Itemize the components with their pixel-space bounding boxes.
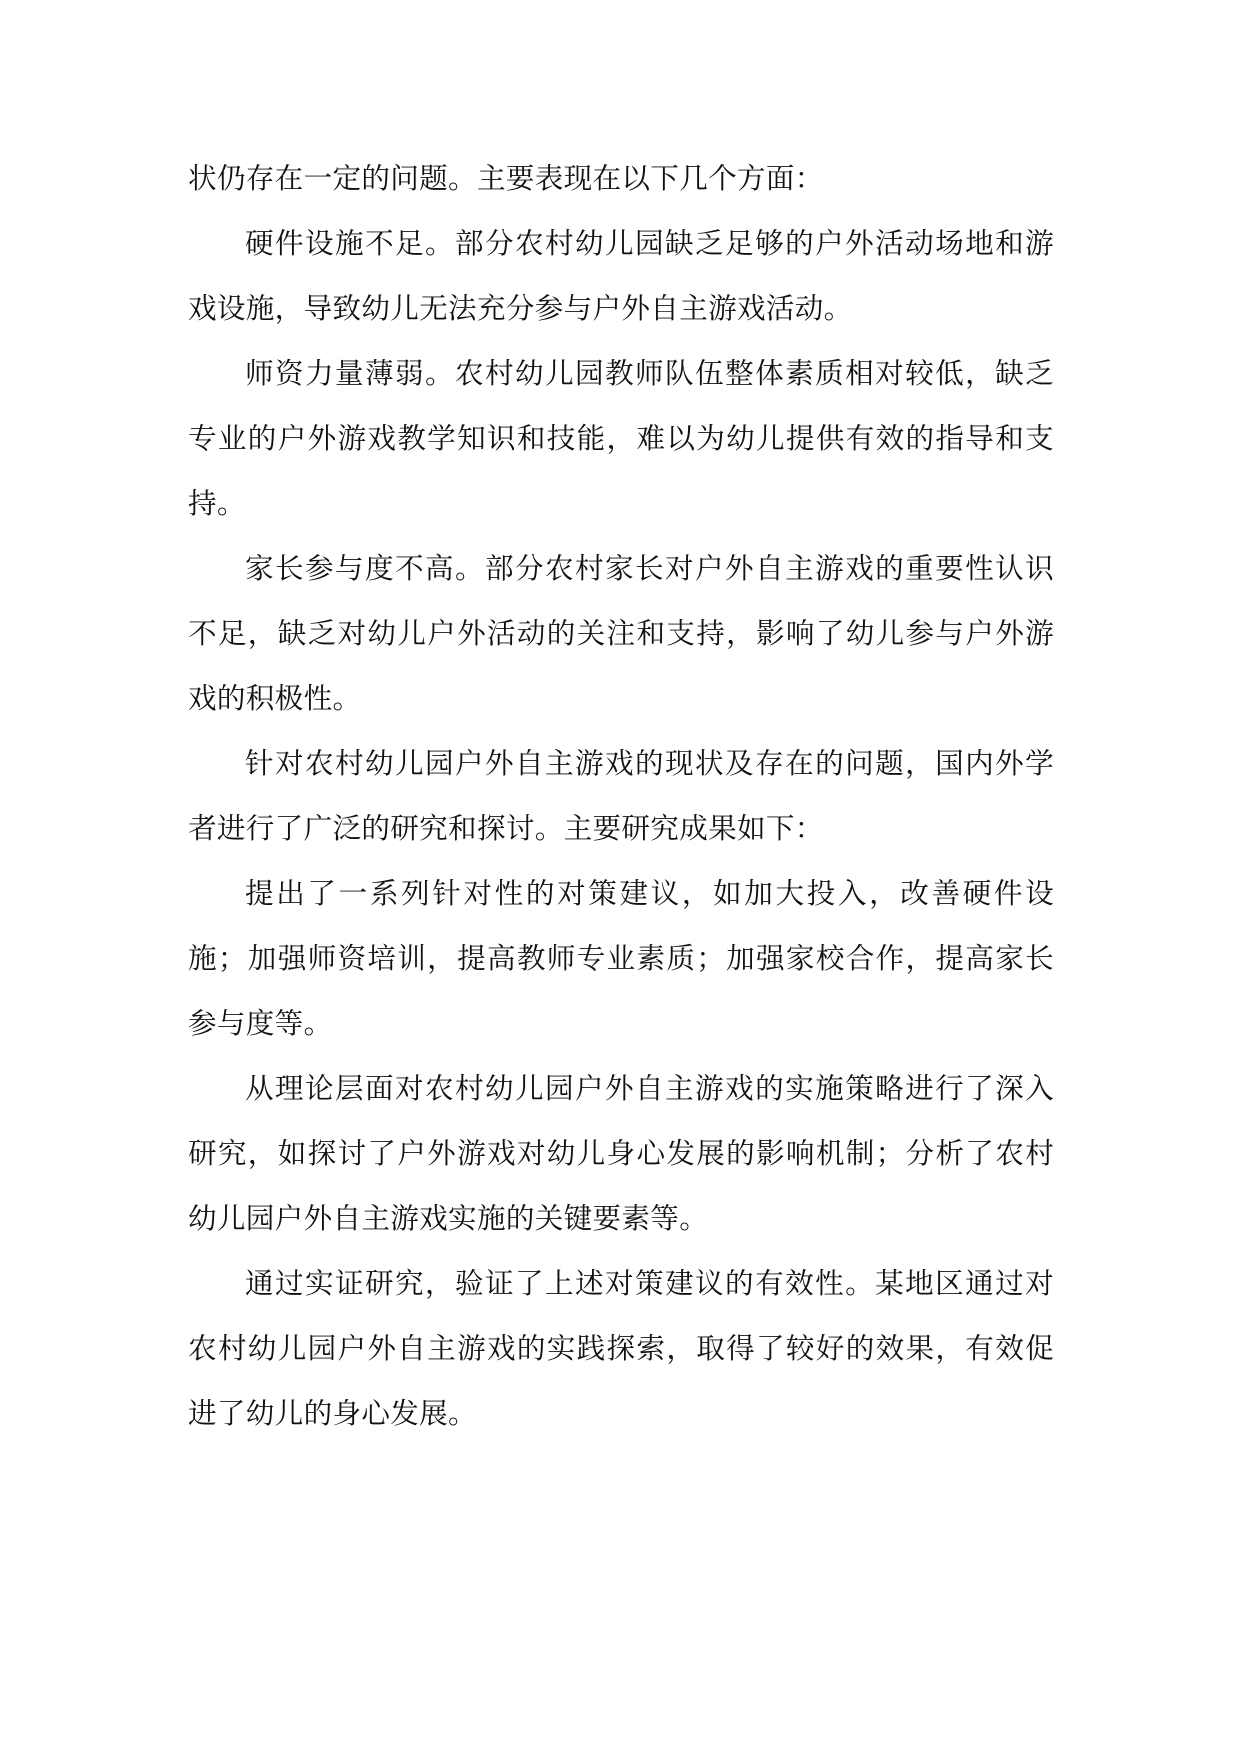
paragraph-8: 通过实证研究，验证了上述对策建议的有效性。某地区通过对农村幼儿园户外自主游戏的实践探索，取得了较好的效果，有效促进了幼儿的身心发展。 bbox=[188, 1266, 1054, 1430]
paragraph-3: 师资力量薄弱。农村幼儿园教师队伍整体素质相对较低，缺乏专业的户外游戏教学知识和技能，难以为幼儿提供有效的指导和支持。 bbox=[188, 356, 1054, 520]
paragraph-1: 状仍存在一定的问题。主要表现在以下几个方面： bbox=[188, 161, 824, 195]
document-body bbox=[188, 146, 1054, 1446]
paragraph-4: 家长参与度不高。部分农村家长对户外自主游戏的重要性认识不足，缺乏对幼儿户外活动的关注和支持，影响了幼儿参与户外游戏的积极性。 bbox=[188, 551, 1054, 715]
paragraph-2: 硬件设施不足。部分农村幼儿园缺乏足够的户外活动场地和游戏设施，导致幼儿无法充分参与户外自主游戏活动。 bbox=[188, 226, 1054, 325]
paragraph-6: 提出了一系列针对性的对策建议，如加大投入，改善硬件设施；加强师资培训，提高教师专业素质；加强家校合作，提高家长参与度等。 bbox=[188, 876, 1054, 1040]
paragraph-5: 针对农村幼儿园户外自主游戏的现状及存在的问题，国内外学者进行了广泛的研究和探讨。主要研究成果如下： bbox=[188, 746, 1054, 845]
paragraph-7: 从理论层面对农村幼儿园户外自主游戏的实施策略进行了深入研究，如探讨了户外游戏对幼儿身心发展的影响机制；分析了农村幼儿园户外自主游戏实施的关键要素等。 bbox=[188, 1071, 1054, 1235]
